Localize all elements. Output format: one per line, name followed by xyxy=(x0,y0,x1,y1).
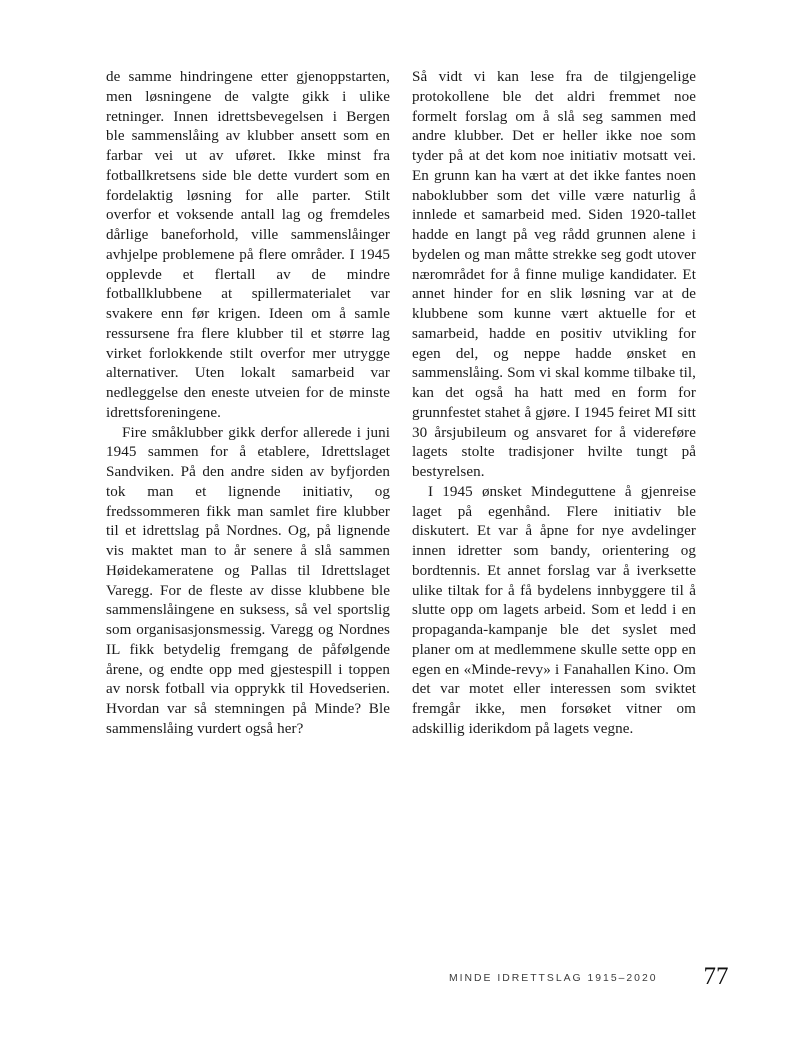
page-footer xyxy=(449,961,729,990)
paragraph: de samme hindringene etter gjenoppstarten, men løsningene de valgte gikk i ulike retninger. Innen idrettsbevegelsen i Bergen ble sammenslåing av klubber ansett som en farbar vei ut av uføret. Ikke minst fra fotballkretsens side ble dette vurdert som en fordelaktig løsning for alle parter. Stilt overfor et voksende antall lag og fremdeles dårlige baneforhold, ville sammenslåinger avhjelpe problemene på flere områder. I 1945 opplevde et flertall av de mindre fotballklubbene at spillermaterialet var svakere enn før krigen. Ideen om å samle ressursene fra flere klubber til et større lag virket forlokkende stilt overfor mer utrygge alternativer. Uten lokalt samarbeid var nedleggelse den eneste utveien for de minste idrettsforeningene. xyxy=(106,69,390,421)
page-number: 77 xyxy=(703,963,729,990)
text-column-left xyxy=(106,68,390,740)
paragraph: Så vidt vi kan lese fra de tilgjengelige protokollene ble det aldri fremmet noe formelt forslag om å slå seg sammen med andre klubber. Det er heller ikke noe som tyder på at det kom noe initiativ motsatt vei. En grunn kan ha vært at det ikke fantes noen naboklubber som det ville være naturlig å innlede et samarbeid med. Siden 1920-tallet hadde en langt på veg rådd grunnen alene i bydelen og man måtte strekke seg godt utover nærområdet for å finne mulige kandidater. Et annet hinder for en slik løsning var at de klubbene som kunne vært aktuelle for et samarbeid, hadde en positiv utvikling for egen del, og neppe hadde ønsket en sammenslåing. Som vi skal komme tilbake til, kan det også ha hatt med en form for grunnfestet stahet å gjøre. I 1945 feiret MI sitt 30 årsjubileum og ansvaret for å videreføre lagets stolte tradisjoner hvilte tungt på bestyrelsen. xyxy=(412,69,696,480)
text-column-right xyxy=(412,68,696,740)
footer-running-title: MINDE IDRETTSLAG 1915–2020 xyxy=(449,973,658,984)
paragraph: Fire småklubber gikk derfor allerede i juni 1945 sammen for å etablere, Idrettslaget Sandviken. På den andre siden av byfjorden tok man et lignende initiativ, og fredssommeren fikk man samlet fire klubber til et idrettslag på Nordnes. Og, på lignende vis maktet man to år senere å slå sammen Høidekameratene og Pallas til Idrettslaget Varegg. For de fleste av disse klubbene ble sammenslåingene en suksess, så vel sportslig som organisasjonsmessig. Varegg og Nordnes IL fikk betydelig fremgang de påfølgende årene, og endte opp med gjestespill i toppen av norsk fotball via opprykk til Hovedserien. Hvordan var så stemningen på Minde? Ble sammenslåing vurdert også her? xyxy=(106,424,390,737)
paragraph: I 1945 ønsket Mindeguttene å gjenreise laget på egenhånd. Flere initiativ ble diskutert. Et var å åpne for nye avdelinger innen idretter som bandy, orientering og bordtennis. Et annet forslag var å iverksette ulike tiltak for å få bydelens innbyggere til å slutte opp om lagets arbeid. Som et ledd i en propaganda-kampanje ble det syslet med planer om at medlemmene skulle sette opp en egen en «Minde-revy» i Fanahallen Kino. Om det var motet eller interessen som sviktet fremgår ikke, men forsøket vitner om adskillig iderikdom på lagets vegne. xyxy=(412,483,696,737)
